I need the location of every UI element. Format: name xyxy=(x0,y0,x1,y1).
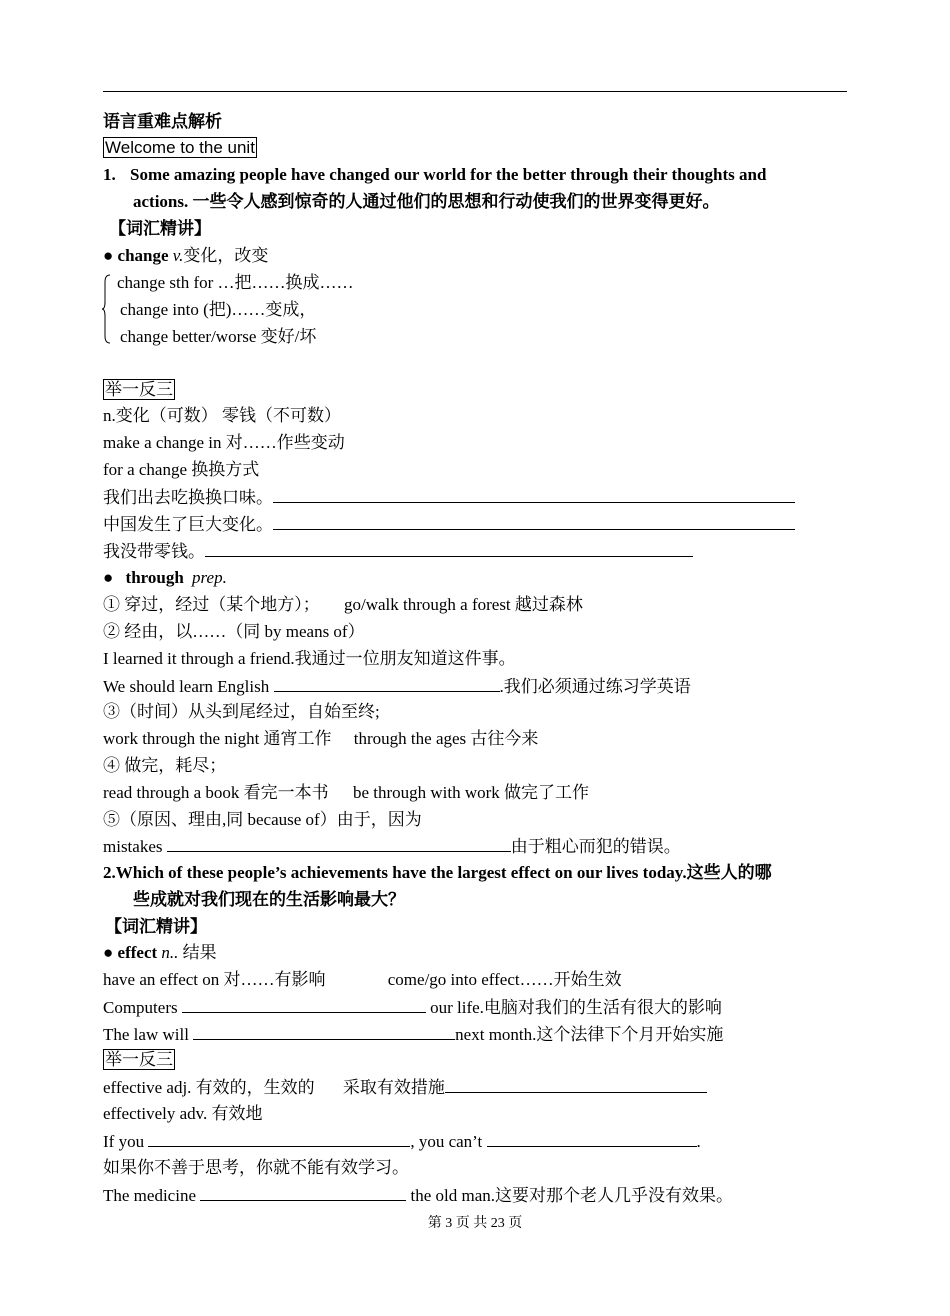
effect-pos: n.. xyxy=(161,943,179,962)
extend2-ifyou xyxy=(103,1131,701,1152)
answer-blank[interactable] xyxy=(273,514,795,530)
answer-blank[interactable] xyxy=(273,487,795,503)
change-entry xyxy=(103,246,268,266)
effect-example-computers xyxy=(103,997,722,1018)
through-sense-2: ② 经由，以……（同 by means of） xyxy=(103,622,365,641)
unit-box: Welcome to the unit xyxy=(105,138,255,157)
through-sense-1 xyxy=(103,595,583,615)
through-sense-1-a: ① 穿过，经过（某个地方）； xyxy=(103,595,320,614)
extend-label: 举一反三 xyxy=(105,380,173,399)
extend1-exercise-2 xyxy=(103,514,795,535)
question-1-line2: actions. 一些令人感到惊奇的人通过他们的思想和行动使我们的世界变得更好。 xyxy=(133,192,720,211)
answer-blank[interactable] xyxy=(193,1024,455,1040)
through-sense-4: ④ 做完，耗尽； xyxy=(103,756,227,775)
through-entry xyxy=(103,568,227,588)
page-footer: 第 3 页 共 23 页 xyxy=(427,1216,523,1231)
extend1-exercise-3-text: 我没带零钱。 xyxy=(103,542,205,561)
extend2-adjective-b: 采取有效措施 xyxy=(342,1078,445,1097)
answer-blank[interactable] xyxy=(200,1185,406,1201)
effect-example-computers-a: Computers xyxy=(103,998,178,1017)
effect-example-computers-b: our life.电脑对我们的生活有很大的影响 xyxy=(430,998,722,1017)
answer-blank[interactable] xyxy=(487,1131,697,1147)
bullet-icon: ● xyxy=(103,943,114,962)
extend2-ifyou-c: . xyxy=(696,1132,701,1151)
change-item-1: change sth for …把……换成…… xyxy=(117,273,354,292)
extend2-adjective-a: effective adj. 有效的，生效的 xyxy=(103,1078,315,1097)
extend1-phrase-1: make a change in 对……作些变动 xyxy=(103,433,345,452)
extend-label-2-line xyxy=(103,1050,175,1070)
answer-blank[interactable] xyxy=(167,836,511,852)
vocab-header-2: 【词汇精讲】 xyxy=(105,917,207,936)
change-pos: v. xyxy=(172,246,184,265)
section-title: 语言重难点解析 xyxy=(103,112,222,131)
change-meaning: 变化，改变 xyxy=(183,246,269,265)
header-rule xyxy=(103,91,847,92)
answer-blank[interactable] xyxy=(274,676,500,692)
extend-label-1-line xyxy=(103,380,175,400)
through-example-mistakes-b: 由于粗心而犯的错误。 xyxy=(510,837,681,856)
through-sense-1-b: go/walk through a forest 越过森林 xyxy=(344,595,583,614)
through-example-english-a: We should learn English xyxy=(103,677,270,696)
through-example-mistakes xyxy=(103,836,681,857)
through-pos: prep. xyxy=(192,568,227,587)
answer-blank[interactable] xyxy=(148,1131,410,1147)
effect-word: effect xyxy=(117,943,158,962)
through-example-book-b: be through with work 做完了工作 xyxy=(352,783,590,802)
brace-icon xyxy=(101,274,111,344)
answer-blank[interactable] xyxy=(205,541,693,557)
unit-box-line xyxy=(103,138,257,158)
extend1-exercise-3 xyxy=(103,541,693,562)
change-item-3: change better/worse 变好/坏 xyxy=(120,327,317,346)
effect-entry xyxy=(103,943,217,963)
extend2-medicine-b: the old man.这要对那个老人几乎没有效果。 xyxy=(410,1186,734,1205)
through-example-night-a: work through the night 通宵工作 xyxy=(103,729,332,748)
effect-phrase-b: come/go into effect……开始生效 xyxy=(387,970,622,989)
question-2-line2: 些成就对我们现在的生活影响最大？ xyxy=(133,890,405,909)
question-1-number: 1. xyxy=(103,165,116,184)
through-example-night-b: through the ages 古往今来 xyxy=(353,729,539,748)
through-sense-5: ⑤（原因、理由,同 because of）由于，因为 xyxy=(103,810,422,829)
through-word: through xyxy=(125,568,184,587)
question-1-line1: Some amazing people have changed our world for the better through their thoughts and xyxy=(130,165,767,184)
through-sense-3: ③（时间）从头到尾经过，自始至终; xyxy=(103,702,380,721)
extend2-adjective xyxy=(103,1077,707,1098)
through-example-learned: I learned it through a friend.我通过一位朋友知道这件事。 xyxy=(103,649,516,668)
extend-label: 举一反三 xyxy=(105,1050,173,1069)
extend1-exercise-1-text: 我们出去吃换换口味。 xyxy=(103,488,273,507)
extend1-exercise-2-text: 中国发生了巨大变化。 xyxy=(103,515,273,534)
question-1 xyxy=(103,165,766,185)
extend1-noun: n.变化（可数） 零钱（不可数） xyxy=(103,406,341,425)
through-example-english-b: .我们必须通过练习学英语 xyxy=(499,677,691,696)
effect-phrase-a: have an effect on 对……有影响 xyxy=(103,970,326,989)
extend2-adverb: effectively adv. 有效地 xyxy=(103,1104,263,1123)
extend2-ifyou-b: , you can’t xyxy=(410,1132,483,1151)
effect-example-law xyxy=(103,1024,723,1045)
bullet-icon: ● xyxy=(103,246,114,265)
extend2-ifyou-chinese: 如果你不善于思考，你就不能有效学习。 xyxy=(103,1158,409,1177)
effect-example-law-b: next month.这个法律下个月开始实施 xyxy=(455,1025,724,1044)
through-example-night xyxy=(103,729,538,749)
answer-blank[interactable] xyxy=(182,997,426,1013)
through-example-book-a: read through a book 看完一本书 xyxy=(103,783,329,802)
through-example-book xyxy=(103,783,589,803)
extend1-phrase-2: for a change 换换方式 xyxy=(103,460,260,479)
answer-blank[interactable] xyxy=(445,1077,707,1093)
extend2-medicine-a: The medicine xyxy=(103,1186,196,1205)
effect-phrases xyxy=(103,970,622,990)
effect-example-law-a: The law will xyxy=(103,1025,189,1044)
change-item-2: change into (把)……变成， xyxy=(120,300,317,319)
extend2-ifyou-a: If you xyxy=(103,1132,145,1151)
through-example-mistakes-a: mistakes xyxy=(103,837,163,856)
extend2-medicine xyxy=(103,1185,733,1206)
through-example-english xyxy=(103,676,691,697)
effect-meaning: 结果 xyxy=(182,943,217,962)
extend1-exercise-1 xyxy=(103,487,795,508)
question-2-line1: 2.Which of these people’s achievements have the largest effect on our lives today.这些人的哪 xyxy=(103,863,772,882)
change-word: change xyxy=(117,246,169,265)
vocab-header-1: 【词汇精讲】 xyxy=(109,219,211,238)
bullet-icon: ● xyxy=(103,568,114,587)
